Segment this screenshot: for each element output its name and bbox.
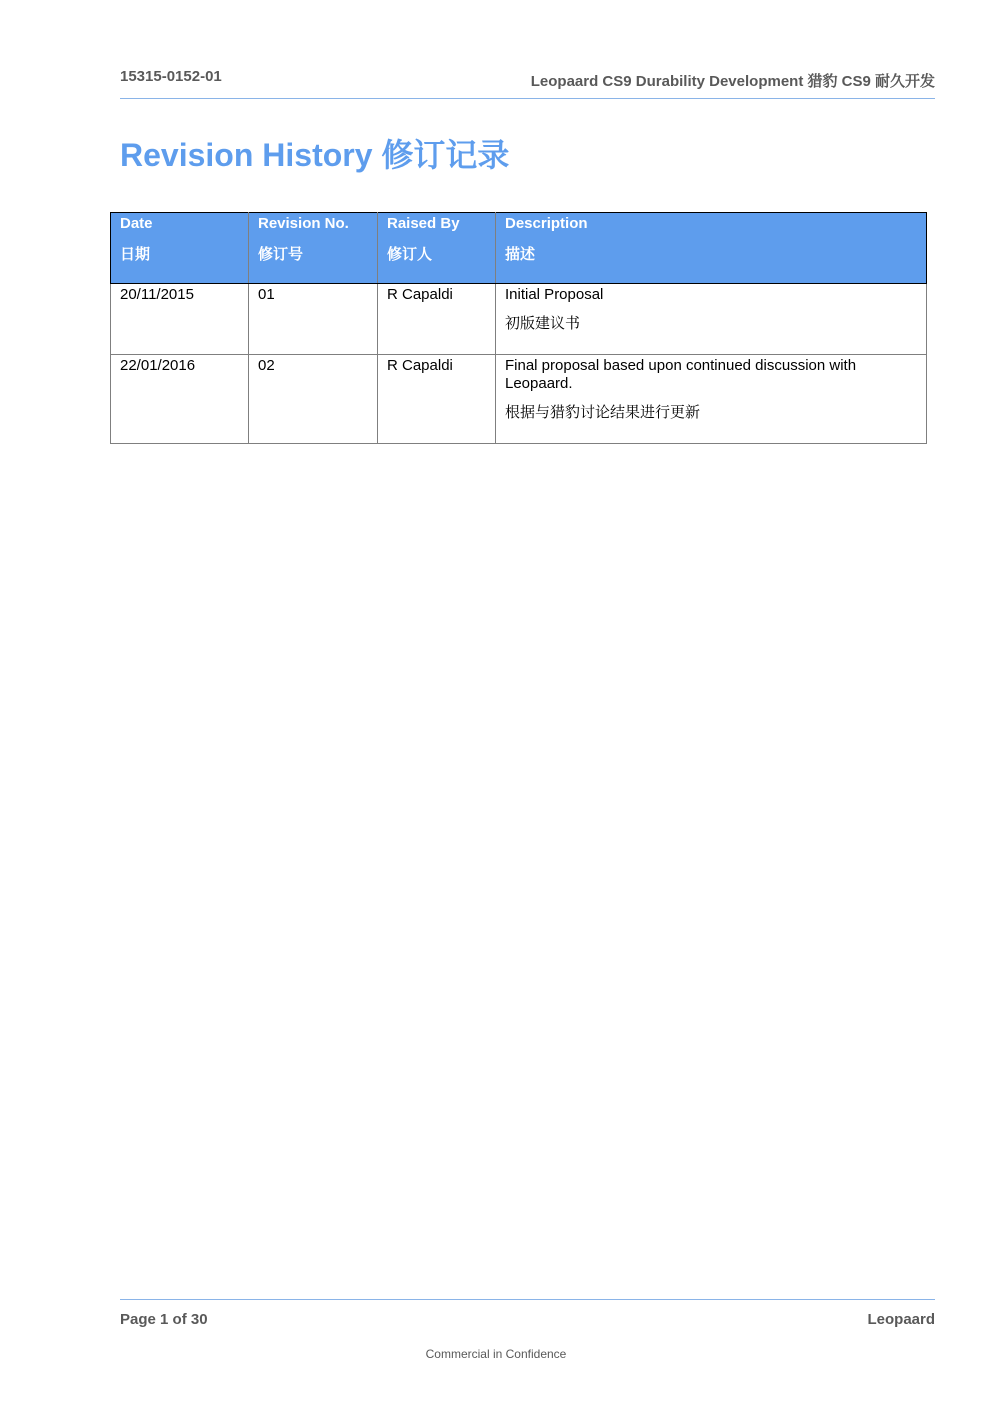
column-header-description <box>496 213 927 284</box>
column-header-raised-by <box>378 213 496 284</box>
column-header-label-en: Date <box>120 215 153 232</box>
page-number: Page 1 of 30 <box>120 1311 208 1328</box>
cell-date <box>111 284 249 355</box>
date-value: 20/11/2015 <box>120 286 194 303</box>
page-title: Revision History 修订记录 <box>120 137 510 173</box>
document-project-title: Leopaard CS9 Durability Development 猎豹 CS9 耐久开发 <box>530 73 935 90</box>
raised-by-value: R Capaldi <box>387 286 453 303</box>
column-header-label-zh: 修订号 <box>258 246 304 263</box>
cell-raised-by <box>378 284 496 355</box>
date-value: 22/01/2016 <box>120 357 196 374</box>
cell-description <box>496 284 927 355</box>
table-header-row <box>111 213 927 284</box>
description-zh: 根据与猎豹讨论结果进行更新 <box>505 404 701 421</box>
column-header-label-en: Revision No. <box>258 215 349 232</box>
cell-revision <box>249 355 378 444</box>
column-header-label-en: Raised By <box>387 215 460 232</box>
raised-by-value: R Capaldi <box>387 357 453 374</box>
description-zh: 初版建议书 <box>505 315 581 332</box>
description-en: Initial Proposal <box>505 286 604 303</box>
revision-value: 02 <box>258 357 275 374</box>
column-header-label-zh: 描述 <box>505 246 536 263</box>
table-row <box>111 355 927 444</box>
column-header-date <box>111 213 249 284</box>
page-footer <box>120 1299 935 1330</box>
revision-value: 01 <box>258 286 275 303</box>
revision-history-table <box>110 212 927 444</box>
company-name: Leopaard <box>867 1311 935 1328</box>
column-header-revision <box>249 213 378 284</box>
cell-description <box>496 355 927 444</box>
column-header-label-en: Description <box>505 215 588 232</box>
cell-revision <box>249 284 378 355</box>
cell-date <box>111 355 249 444</box>
page-header <box>120 64 935 99</box>
document-number: 15315-0152-01 <box>120 68 222 85</box>
column-header-label-zh: 日期 <box>120 246 151 263</box>
description-en: Final proposal based upon continued discussion with Leopaard. <box>505 357 857 392</box>
confidentiality-notice: Commercial in Confidence <box>425 1347 567 1361</box>
cell-raised-by <box>378 355 496 444</box>
column-header-label-zh: 修订人 <box>387 246 433 263</box>
table-row <box>111 284 927 355</box>
